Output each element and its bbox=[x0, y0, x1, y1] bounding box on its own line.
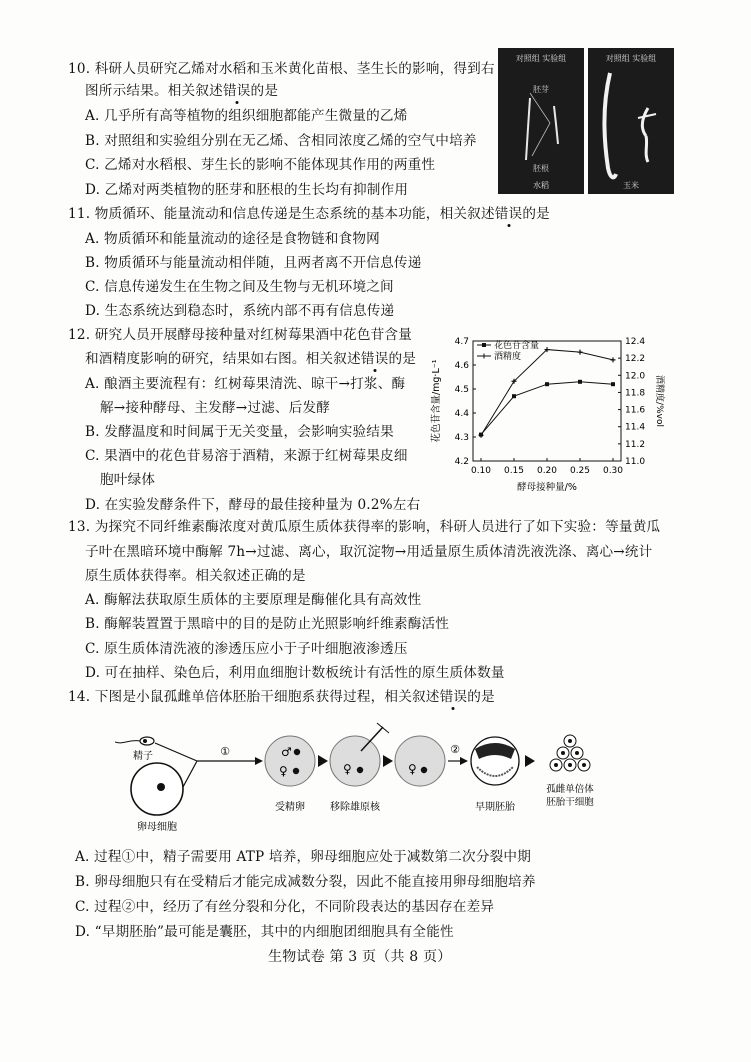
q10-stem-line1: 10. 科研人员研究乙烯对水稻和玉米黄化苗根、茎生长的影响，得到右 bbox=[68, 61, 495, 77]
q11-option-d: D. 生态系统达到稳态时，系统内部不再有信息传递 bbox=[85, 303, 395, 319]
rice-panel-header: 对照组 实验组 bbox=[515, 54, 567, 63]
q14-emphasis: 错误 bbox=[439, 689, 468, 705]
q13-option-d: D. 可在抽样、染色后，利用血细胞计数板统计有活性的原生质体数量 bbox=[85, 665, 505, 681]
x-tick-label: 0.25 bbox=[569, 466, 591, 476]
q12-emphasis: 错误 bbox=[360, 351, 389, 367]
q10-seedling-figure bbox=[498, 48, 674, 194]
zygote-removal bbox=[330, 736, 380, 786]
oocyte bbox=[131, 763, 183, 815]
series-point-1 bbox=[512, 394, 516, 398]
y2-tick-label: 11.4 bbox=[625, 422, 646, 433]
y2-axis-label: 酒精度/%vol bbox=[654, 375, 664, 427]
series-point-1 bbox=[611, 382, 615, 386]
q12-option-a-line2: 解→接种酵母、主发酵→过滤、后发酵 bbox=[100, 400, 331, 416]
x-axis-label: 酵母接种量/% bbox=[517, 482, 577, 493]
maize-caption: 玉米 bbox=[623, 181, 639, 190]
sperm-tail bbox=[115, 741, 140, 743]
q14-process-diagram bbox=[115, 715, 635, 833]
legend-marker-1 bbox=[482, 343, 486, 347]
zygote-label: 受精卵 bbox=[275, 802, 305, 813]
x-tick-label: 0.10 bbox=[470, 466, 492, 476]
y-tick-label: 4.5 bbox=[454, 385, 469, 395]
y2-tick-label: 11.0 bbox=[625, 457, 646, 467]
rice-label-root: 胚根 bbox=[533, 164, 549, 173]
y2-tick-label: 11.8 bbox=[625, 388, 646, 399]
y2-tick-label: 11.2 bbox=[625, 439, 646, 450]
legend-marker-2 bbox=[482, 354, 487, 359]
zygote-female-symbol: ♀ bbox=[279, 764, 288, 778]
maize-panel bbox=[588, 48, 674, 194]
y-tick-label: 4.7 bbox=[454, 337, 469, 347]
series-point-2 bbox=[611, 357, 616, 362]
y-axis-label: 花色苷含量/mg·L⁻¹ bbox=[431, 359, 442, 443]
haploid-female-symbol: ♀ bbox=[408, 762, 417, 776]
q13-stem-line2: 子叶在黑暗环境中酶解 7h→过滤、离心，取沉淀物→用适量原生质体清洗液洗涤、离心→统计 bbox=[85, 544, 653, 560]
step1-label: ① bbox=[220, 745, 230, 758]
q11-option-a: A. 物质循环和能量流动的途径是食物链和食物网 bbox=[85, 231, 380, 247]
q12-option-c-line1: C. 果酒中的花色苷易溶于酒精，来源于红树莓果皮细 bbox=[85, 448, 408, 464]
q11-option-c: C. 信息传递发生在生物之间及生物与无机环境之间 bbox=[85, 279, 394, 295]
q12-stem-line1: 12. 研究人员开展酵母接种量对红树莓果酒中花色苷含量 bbox=[68, 327, 412, 343]
q10-option-a: A. 几乎所有高等植物的组织细胞都能产生微量的乙烯 bbox=[85, 108, 408, 124]
q10-option-c: C. 乙烯对水稻根、芽生长的影响不能体现其作用的两重性 bbox=[85, 157, 436, 173]
q13-option-a: A. 酶解法获取原生质体的主要原理是酶催化具有高效性 bbox=[85, 592, 422, 608]
q12-option-c-line2: 胞叶绿体 bbox=[100, 472, 156, 488]
page-footer: 生物试卷 第 3 页（共 8 页） bbox=[268, 949, 452, 965]
zygote-male-symbol: ♂ bbox=[281, 745, 292, 759]
y-tick-label: 4.4 bbox=[454, 409, 469, 419]
es-cell-label-2: 胚胎干细胞 bbox=[546, 797, 594, 808]
q12-option-d: D. 在实验发酵条件下，酵母的最佳接种量为 0.2%左右 bbox=[85, 497, 421, 513]
q11-option-b: B. 物质循环与能量流动相伴随，且两者离不开信息传递 bbox=[85, 255, 422, 271]
series-line-2 bbox=[481, 350, 613, 436]
series-point-1 bbox=[578, 380, 582, 384]
zygote bbox=[265, 736, 315, 786]
y-tick-label: 4.6 bbox=[454, 361, 469, 371]
y2-tick-label: 12.4 bbox=[625, 337, 646, 347]
q14-option-d: D. “早期胚胎”最可能是囊胚，其中的内细胞团细胞具有全能性 bbox=[75, 924, 454, 940]
x-tick-label: 0.15 bbox=[503, 466, 525, 476]
y-tick-label: 4.2 bbox=[454, 457, 469, 467]
embryo-label: 早期胚胎 bbox=[475, 802, 515, 813]
y2-tick-label: 11.6 bbox=[625, 405, 646, 416]
q13-stem-line3: 原生质体获得率。相关叙述正确的是 bbox=[85, 568, 306, 584]
x-tick-label: 0.20 bbox=[536, 466, 558, 476]
es-cell-cluster bbox=[550, 735, 590, 771]
es-cell-label-1: 孤雌单倍体 bbox=[546, 784, 594, 795]
step2-label: ② bbox=[450, 743, 460, 756]
q14-option-b: B. 卵母细胞只有在受精后才能完成减数分裂，因此不能直接用卵母细胞培养 bbox=[75, 874, 536, 890]
q10-option-b: B. 对照组和实验组分别在无乙烯、含相同浓度乙烯的空气中培养 bbox=[85, 133, 477, 149]
legend-label-1: 花色苷含量 bbox=[494, 341, 540, 351]
rice-label-shoot: 胚芽 bbox=[533, 85, 549, 94]
q10-emphasis: 错误 bbox=[222, 83, 251, 99]
q13-option-b: B. 酶解装置置于黑暗中的目的是防止光照影响纤维素酶活性 bbox=[85, 616, 450, 632]
removal-female-symbol: ♀ bbox=[343, 762, 352, 776]
maize-panel-header: 对照组 实验组 bbox=[605, 54, 657, 63]
q12-option-a-line1: A. 酿酒主要流程有：红树莓果清洗、晾干→打浆、酶 bbox=[85, 376, 406, 392]
series-line-1 bbox=[481, 382, 613, 435]
legend-label-2: 酒精度 bbox=[494, 352, 522, 362]
x-tick-label: 0.30 bbox=[602, 466, 624, 476]
q11-stem: 11. 物质循环、能量流动和信息传递是生态系统的基本功能，相关叙述错误的是 bbox=[68, 206, 550, 222]
y-tick-label: 4.3 bbox=[454, 433, 469, 443]
q12-option-b: B. 发酵温度和时间属于无关变量，会影响实验结果 bbox=[85, 424, 394, 440]
y2-tick-label: 12.2 bbox=[625, 354, 646, 365]
rice-caption: 水稻 bbox=[533, 181, 549, 190]
q13-stem-line1: 13. 为探究不同纤维素酶浓度对黄瓜原生质体获得率的影响，科研人员进行了如下实验：等量黄瓜 bbox=[68, 519, 661, 535]
q12-stem-line2: 和酒精度影响的研究，结果如右图。相关叙述错误的是 bbox=[85, 351, 417, 367]
series-point-2 bbox=[578, 350, 583, 355]
sperm-label: 精子 bbox=[133, 751, 153, 762]
q10-stem-line2: 图所示结果。相关叙述错误的是 bbox=[85, 83, 279, 99]
q11-emphasis: 错误 bbox=[494, 206, 523, 222]
q13-option-c: C. 原生质体清洗液的渗透压应小于子叶细胞液渗透压 bbox=[85, 641, 408, 657]
q14-stem: 14. 下图是小鼠孤雌单倍体胚胎干细胞系获得过程，相关叙述错误的是 bbox=[68, 689, 495, 705]
q14-option-c: C. 过程②中，经历了有丝分裂和分化，不同阶段表达的基因存在差异 bbox=[75, 899, 495, 915]
series-point-1 bbox=[545, 382, 549, 386]
q12-line-chart bbox=[425, 323, 665, 495]
oocyte-label: 卵母细胞 bbox=[137, 822, 177, 833]
q14-option-a: A. 过程①中，精子需要用 ATP 培养，卵母细胞应处于减数第二次分裂中期 bbox=[75, 849, 532, 865]
removal-label: 移除雄原核 bbox=[330, 802, 380, 813]
q10-option-d: D. 乙烯对两类植物的胚芽和胚根的生长均有抑制作用 bbox=[85, 182, 409, 198]
y2-tick-label: 12.0 bbox=[625, 371, 646, 382]
haploid-egg bbox=[395, 736, 445, 786]
